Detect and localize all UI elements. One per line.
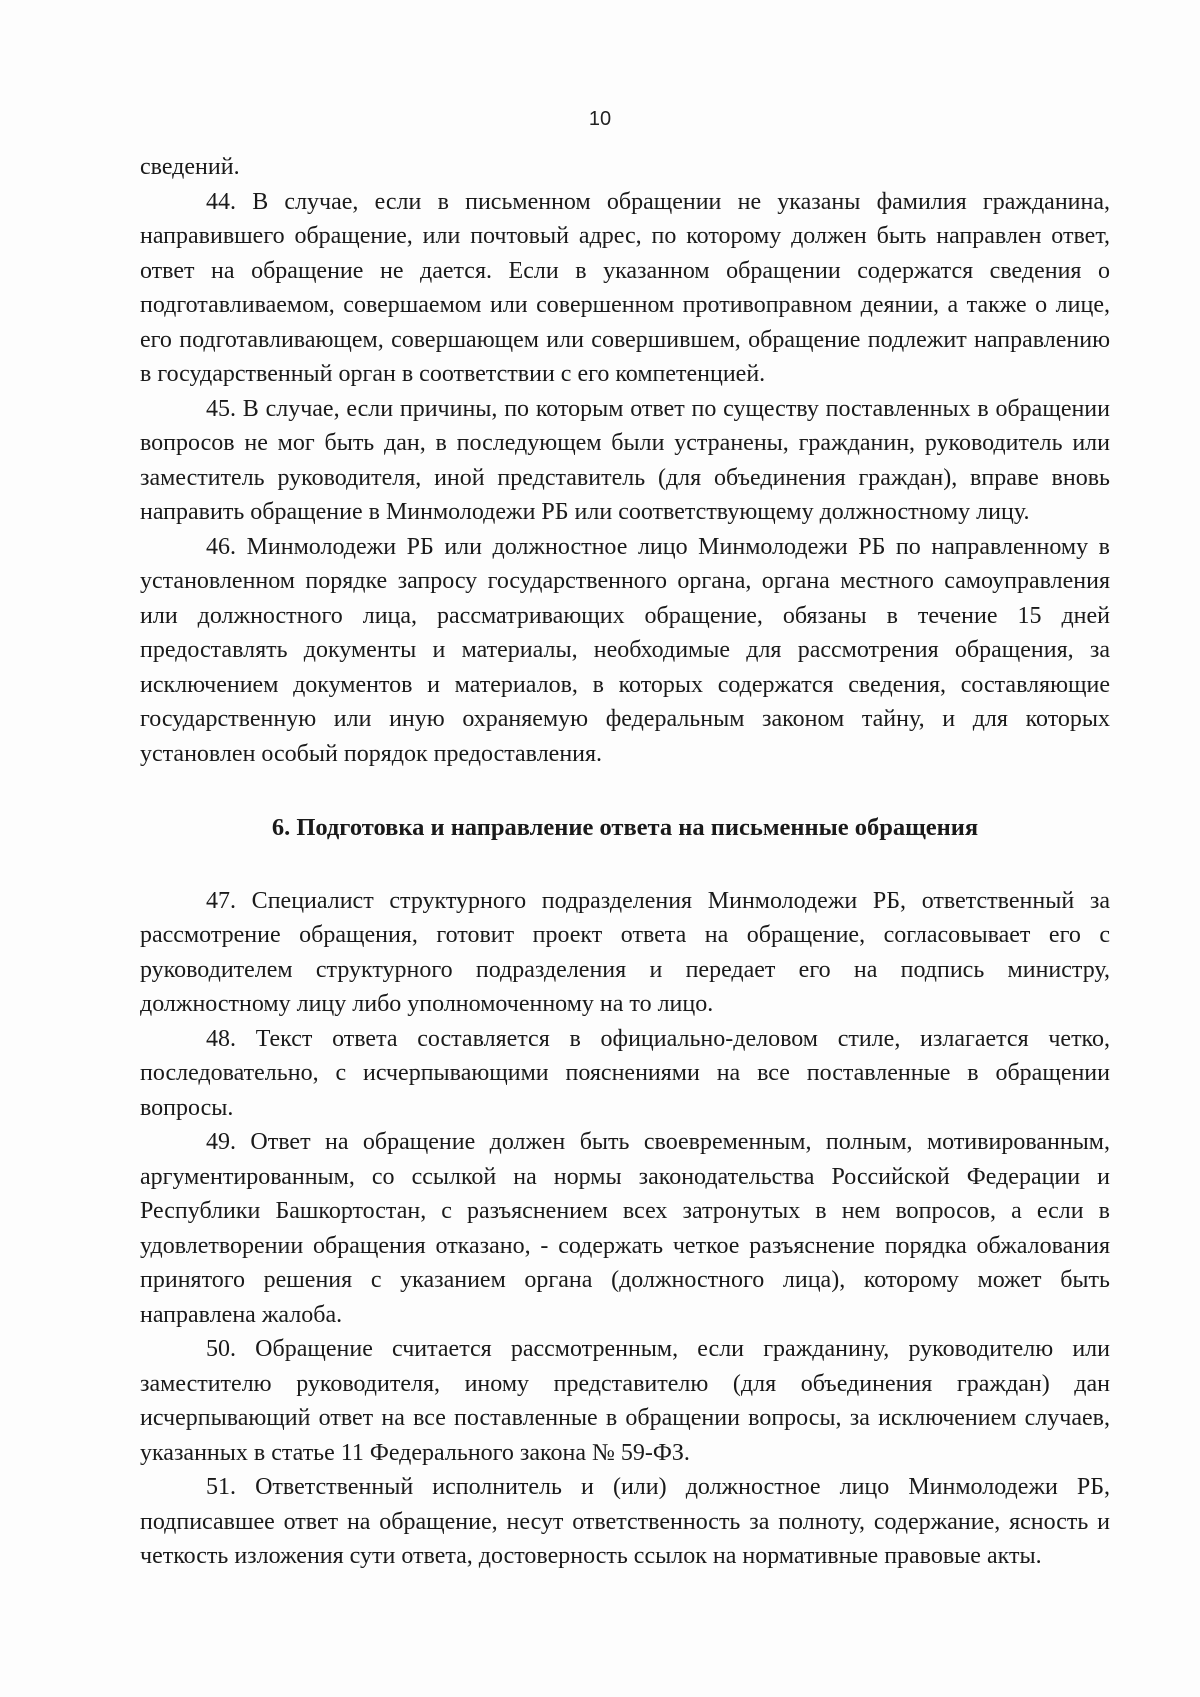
page-number: 10 (588, 108, 612, 130)
paragraph-44: 44. В случае, если в письменном обращении не указаны фамилия гражданина, направившего обращение, или почтовый адрес, по которому должен быть направлен ответ, ответ на обращение не дается. Если в указанном обращении содержатся сведения о подготавливаемом, совершаемом или совершенном противоправном деянии, а также о лице, его подготавливающем, совершающем или совершившем, обращение подлежит направлению в государственный орган в соответствии с его компетенцией. (140, 188, 1110, 387)
paragraph-50: 50. Обращение считается рассмотренным, если гражданину, руководителю или заместителю руководителя, иному представителю (для объединения граждан) дан исчерпывающий ответ на все поставленные в обращении вопросы, за исключением случаев, указанных в статье 11 Федерального закона № 59-ФЗ. (140, 1336, 1110, 1466)
paragraph-51: 51. Ответственный исполнитель и (или) должностное лицо Минмолодежи РБ, подписавшее ответ на обращение, несут ответственность за полноту, содержание, ясность и четкость изложения сути ответа, достоверность ссылок на нормативные правовые акты. (140, 1474, 1110, 1569)
paragraph-47: 47. Специалист структурного подразделения Минмолодежи РБ, ответственный за рассмотрение обращения, готовит проект ответа на обращение, согласовывает его с руководителем структурного подразделения и передает его на подпись министру, должностному лицу либо уполномоченному на то лицо. (140, 887, 1110, 1017)
paragraph-48: 48. Текст ответа составляется в официально-деловом стиле, излагается четко, последовательно, с исчерпывающими пояснениями на все поставленные в обращении вопросы. (140, 1025, 1110, 1121)
paragraph-continuation: сведений. (140, 154, 240, 180)
paragraph-45: 45. В случае, если причины, по которым ответ по существу поставленных в обращении вопросов не мог быть дан, в последующем были устранены, гражданин, руководитель или заместитель руководителя, иной представитель (для объединения граждан), вправе вновь направить обращение в Минмолодежи РБ или соответствующему должностному лицу. (140, 395, 1110, 525)
paragraph-49: 49. Ответ на обращение должен быть своевременным, полным, мотивированным, аргументированным, со ссылкой на нормы законодательства Российской Федерации и Республики Башкортостан, с разъяснением всех затронутых в нем вопросов, а если в удовлетворении обращения отказано, - содержать четкое разъяснение порядка обжалования принятого решения с указанием органа (должностного лица), которому может быть направлена жалоба. (140, 1129, 1110, 1328)
section-title: 6. Подготовка и направление ответа на письменные обращения (271, 814, 979, 841)
paragraph-46: 46. Минмолодежи РБ или должностное лицо Минмолодежи РБ по направленному в установленном порядке запросу государственного органа, органа местного самоуправления или должностного лица, рассматривающих обращение, обязаны в течение 15 дней предоставлять документы и материалы, необходимые для рассмотрения обращения, за исключением документов и материалов, в которых содержатся сведения, составляющие государственную или иную охраняемую федеральным законом тайну, и для которых установлен особый порядок предоставления. (140, 533, 1110, 767)
document-body (140, 150, 1110, 1574)
